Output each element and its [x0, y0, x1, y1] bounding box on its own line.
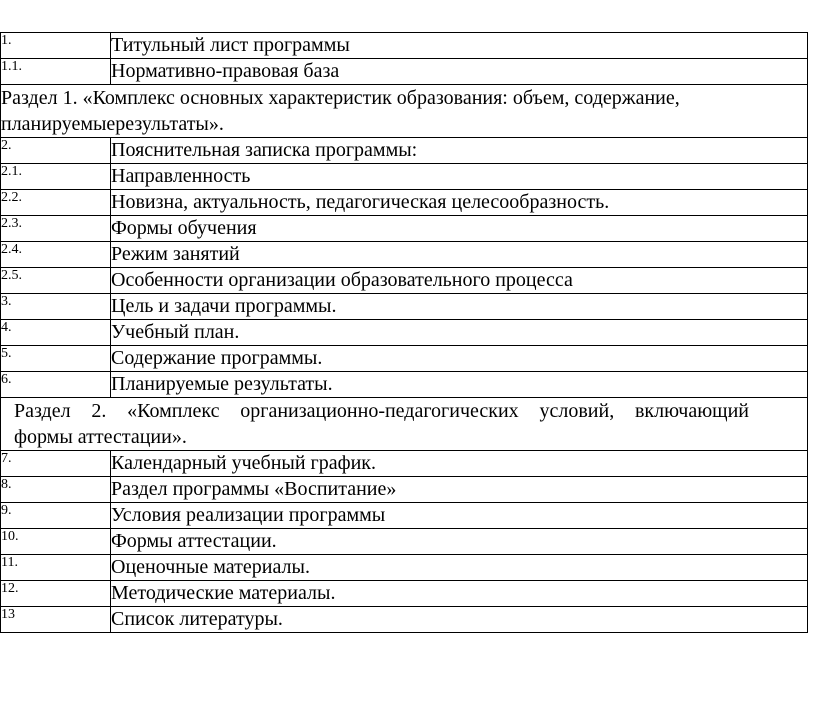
row-number: 2.5.	[1, 268, 111, 294]
table-row	[1, 216, 808, 242]
row-title: Планируемые результаты.	[111, 372, 808, 398]
table-row	[1, 268, 808, 294]
row-title: Новизна, актуальность, педагогическая целесообразность.	[111, 190, 808, 216]
row-title: Титульный лист программы	[111, 33, 808, 59]
section-2-line-2: формы аттестации».	[14, 426, 187, 448]
row-title: Формы аттестации.	[111, 529, 808, 555]
row-title: Содержание программы.	[111, 346, 808, 372]
section-row-1	[1, 85, 808, 138]
table-row	[1, 294, 808, 320]
table-row	[1, 33, 808, 59]
row-number: 2.	[1, 138, 111, 164]
row-number: 10.	[1, 529, 111, 555]
row-number: 7.	[1, 451, 111, 477]
table-of-contents	[0, 32, 808, 633]
section-1-line-1: Раздел 1. «Комплекс основных характеристик образования: объем, содержание,	[1, 87, 680, 109]
row-number: 5.	[1, 346, 111, 372]
row-number: 2.2.	[1, 190, 111, 216]
table-row	[1, 242, 808, 268]
section-heading-1	[1, 85, 808, 138]
row-title: Нормативно-правовая база	[111, 59, 808, 85]
row-number: 2.4.	[1, 242, 111, 268]
table-row	[1, 555, 808, 581]
row-title: Оценочные материалы.	[111, 555, 808, 581]
table-row	[1, 320, 808, 346]
row-title: Методические материалы.	[111, 581, 808, 607]
row-title: Особенности организации образовательного процесса	[111, 268, 808, 294]
section-heading-2	[1, 398, 808, 451]
row-title: Условия реализации программы	[111, 503, 808, 529]
section-1-line-2: планируемыерезультаты».	[1, 113, 224, 135]
row-number: 2.1.	[1, 164, 111, 190]
row-number: 3.	[1, 294, 111, 320]
section-2-line-1: Раздел 2. «Комплекс организационно-педагогических условий, включающий	[14, 400, 749, 422]
row-title: Режим занятий	[111, 242, 808, 268]
row-title: Пояснительная записка программы:	[111, 138, 808, 164]
row-title: Формы обучения	[111, 216, 808, 242]
table-row	[1, 190, 808, 216]
row-title: Список литературы.	[111, 607, 808, 633]
table-row	[1, 346, 808, 372]
row-number: 2.3.	[1, 216, 111, 242]
table-row	[1, 372, 808, 398]
table-row	[1, 451, 808, 477]
row-number: 4.	[1, 320, 111, 346]
row-title: Направленность	[111, 164, 808, 190]
section-row-2	[1, 398, 808, 451]
row-number: 1.1.	[1, 59, 111, 85]
row-title: Цель и задачи программы.	[111, 294, 808, 320]
table-row	[1, 529, 808, 555]
table-row	[1, 607, 808, 633]
row-number: 12.	[1, 581, 111, 607]
row-number: 8.	[1, 477, 111, 503]
row-title: Учебный план.	[111, 320, 808, 346]
row-title: Раздел программы «Воспитание»	[111, 477, 808, 503]
row-number: 11.	[1, 555, 111, 581]
table-row	[1, 164, 808, 190]
table-row	[1, 59, 808, 85]
row-number: 9.	[1, 503, 111, 529]
row-number: 1.	[1, 33, 111, 59]
table-row	[1, 503, 808, 529]
row-title: Календарный учебный график.	[111, 451, 808, 477]
table-row	[1, 581, 808, 607]
table-row	[1, 477, 808, 503]
row-number: 13	[1, 607, 111, 633]
table-row	[1, 138, 808, 164]
row-number: 6.	[1, 372, 111, 398]
